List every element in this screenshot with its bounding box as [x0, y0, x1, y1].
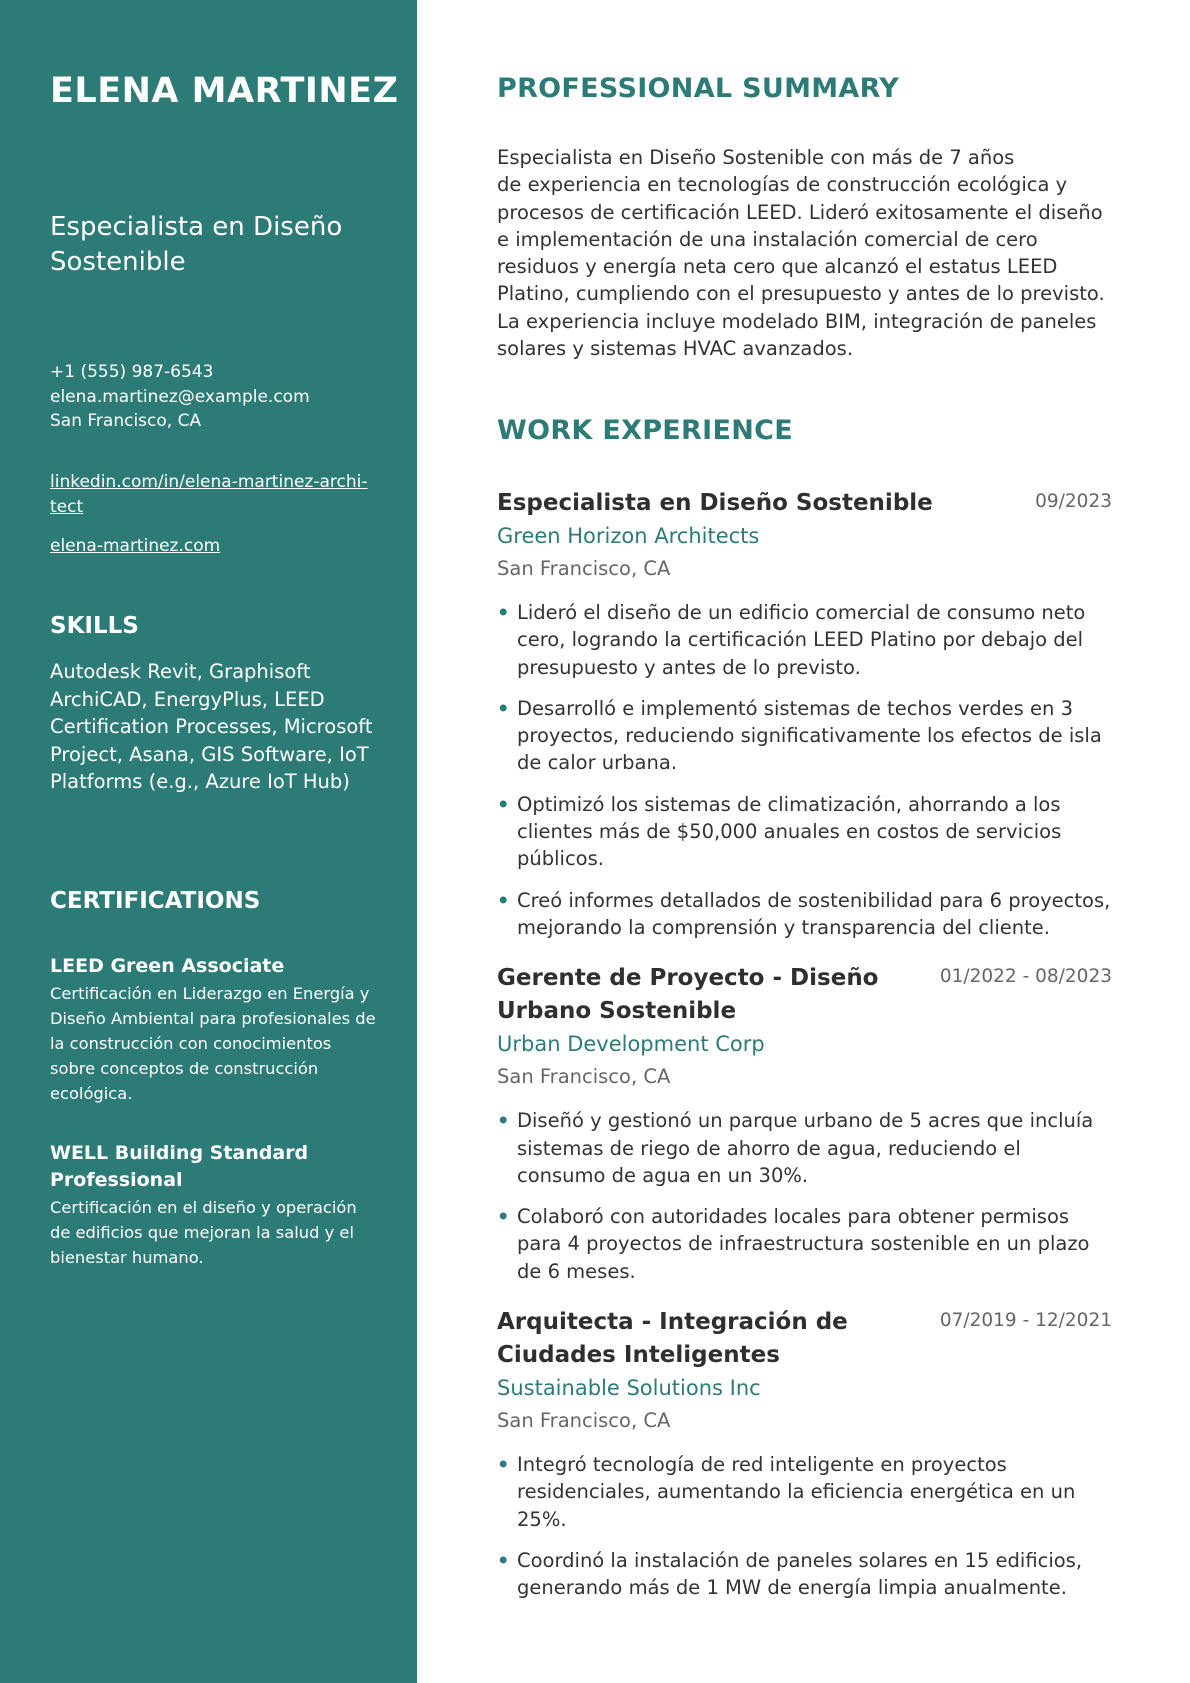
skills-heading: SKILLS: [50, 613, 139, 639]
contact-info: [50, 360, 380, 434]
sidebar: [0, 0, 417, 1683]
job-location: San Francisco, CA: [497, 557, 671, 580]
job-date: 07/2019 - 12/2021: [939, 1310, 1112, 1332]
job-title: Especialista en Diseño Sostenible: [497, 490, 933, 516]
certification-description: Certificación en el diseño y operación de edificios que mejoran la salud y el bienestar humano.: [50, 1198, 357, 1267]
job-header: [497, 962, 1112, 1028]
certification-name: WELL Building Standard Professional: [50, 1142, 309, 1191]
job-bullet: • Creó informes detallados de sostenibilidad para 6 proyectos, mejorando la comprensión y transparencia del cliente.: [497, 887, 1112, 942]
email-address: elena.martinez@example.com: [50, 386, 310, 407]
candidate-name: ELENA MARTINEZ: [50, 71, 399, 111]
experience-list: [497, 487, 1112, 1623]
job-bullet: • Integró tecnología de red inteligente en proyectos residenciales, aumentando la eficiencia energética en un 25%.: [497, 1451, 1112, 1533]
job-entry: [497, 487, 1112, 941]
certification-item: [50, 953, 380, 1106]
certification-item: [50, 1140, 380, 1270]
job-header: [497, 1306, 1112, 1372]
certification-name: LEED Green Associate: [50, 955, 285, 977]
job-bullet: • Desarrolló e implementó sistemas de techos verdes en 3 proyectos, reduciendo significativamente los efectos de isla de calor urbana.: [497, 695, 1112, 777]
job-bullets: [497, 1451, 1112, 1601]
job-bullet: • Diseñó y gestionó un parque urbano de 5 acres que incluía sistemas de riego de ahorro de agua, reduciendo el consumo de agua en un 30%.: [497, 1107, 1112, 1189]
summary-text: Especialista en Diseño Sostenible con más de 7 años de experiencia en tecnologías de construcción ecológica y procesos de certificación LEED. Lideró exitosamente el diseño e implementación de una instalación comercial de cero residuos y energía neta cero que alcanzó el estatus LEED Platino, cumpliendo con el presupuesto y antes de lo previsto. La experiencia incluye modelado BIM, integración de paneles solares y sistemas HVAC avanzados.: [497, 146, 1105, 361]
job-bullets: [497, 599, 1112, 941]
linkedin-link[interactable]: linkedin.com/in/elena-martinez-archi-tect: [50, 472, 368, 517]
location: San Francisco, CA: [50, 411, 202, 431]
job-company: Sustainable Solutions Inc: [497, 1376, 761, 1401]
job-location: San Francisco, CA: [497, 1065, 671, 1089]
job-title: Arquitecta - Integración de Ciudades Inteligentes: [497, 1309, 848, 1369]
certifications-list: [50, 953, 380, 1304]
job-bullet: • Lideró el diseño de un edificio comercial de consumo neto cero, logrando la certificación LEED Platino por debajo del presupuesto y antes de lo previsto.: [497, 599, 1112, 681]
job-date: 09/2023: [1035, 491, 1112, 512]
certification-description: Certificación en Liderazgo en Energía y Diseño Ambiental para profesionales de la construcción con conocimientos sobre conceptos de construcción ecológica.: [50, 984, 376, 1103]
job-bullet: • Optimizó los sistemas de climatización, ahorrando a los clientes más de $50,000 anuales en costos de servicios públicos.: [497, 791, 1112, 873]
job-company: Urban Development Corp: [497, 1032, 765, 1057]
job-header: [497, 487, 1112, 520]
certifications-heading: CERTIFICATIONS: [50, 888, 261, 914]
skills-text: Autodesk Revit, Graphisoft ArchiCAD, EnergyPlus, LEED Certification Processes, Microsoft Project, Asana, GIS Software, IoT Platforms (e.g., Azure IoT Hub): [50, 660, 373, 793]
phone-number: +1 (555) 987-6543: [50, 362, 214, 382]
job-entry: [497, 962, 1112, 1285]
experience-heading: WORK EXPERIENCE: [497, 415, 793, 446]
candidate-role: Especialista en Diseño Sostenible: [50, 212, 343, 277]
job-entry: [497, 1306, 1112, 1601]
job-bullet: • Colaboró con autoridades locales para obtener permisos para 4 proyectos de infraestructura sostenible en un plazo de 6 meses.: [497, 1203, 1112, 1285]
job-date: 01/2022 - 08/2023: [939, 966, 1112, 988]
main-content: [417, 0, 1190, 1683]
job-bullet: • Coordinó la instalación de paneles solares en 15 edificios, generando más de 1 MW de energía limpia anualmente.: [497, 1547, 1112, 1602]
job-location: San Francisco, CA: [497, 1409, 671, 1433]
website-link[interactable]: elena-martinez.com: [50, 536, 221, 556]
summary-heading: PROFESSIONAL SUMMARY: [497, 73, 900, 104]
job-title: Gerente de Proyecto - Diseño Urbano Sostenible: [497, 965, 879, 1025]
job-bullets: [497, 1107, 1112, 1285]
job-company: Green Horizon Architects: [497, 524, 760, 548]
